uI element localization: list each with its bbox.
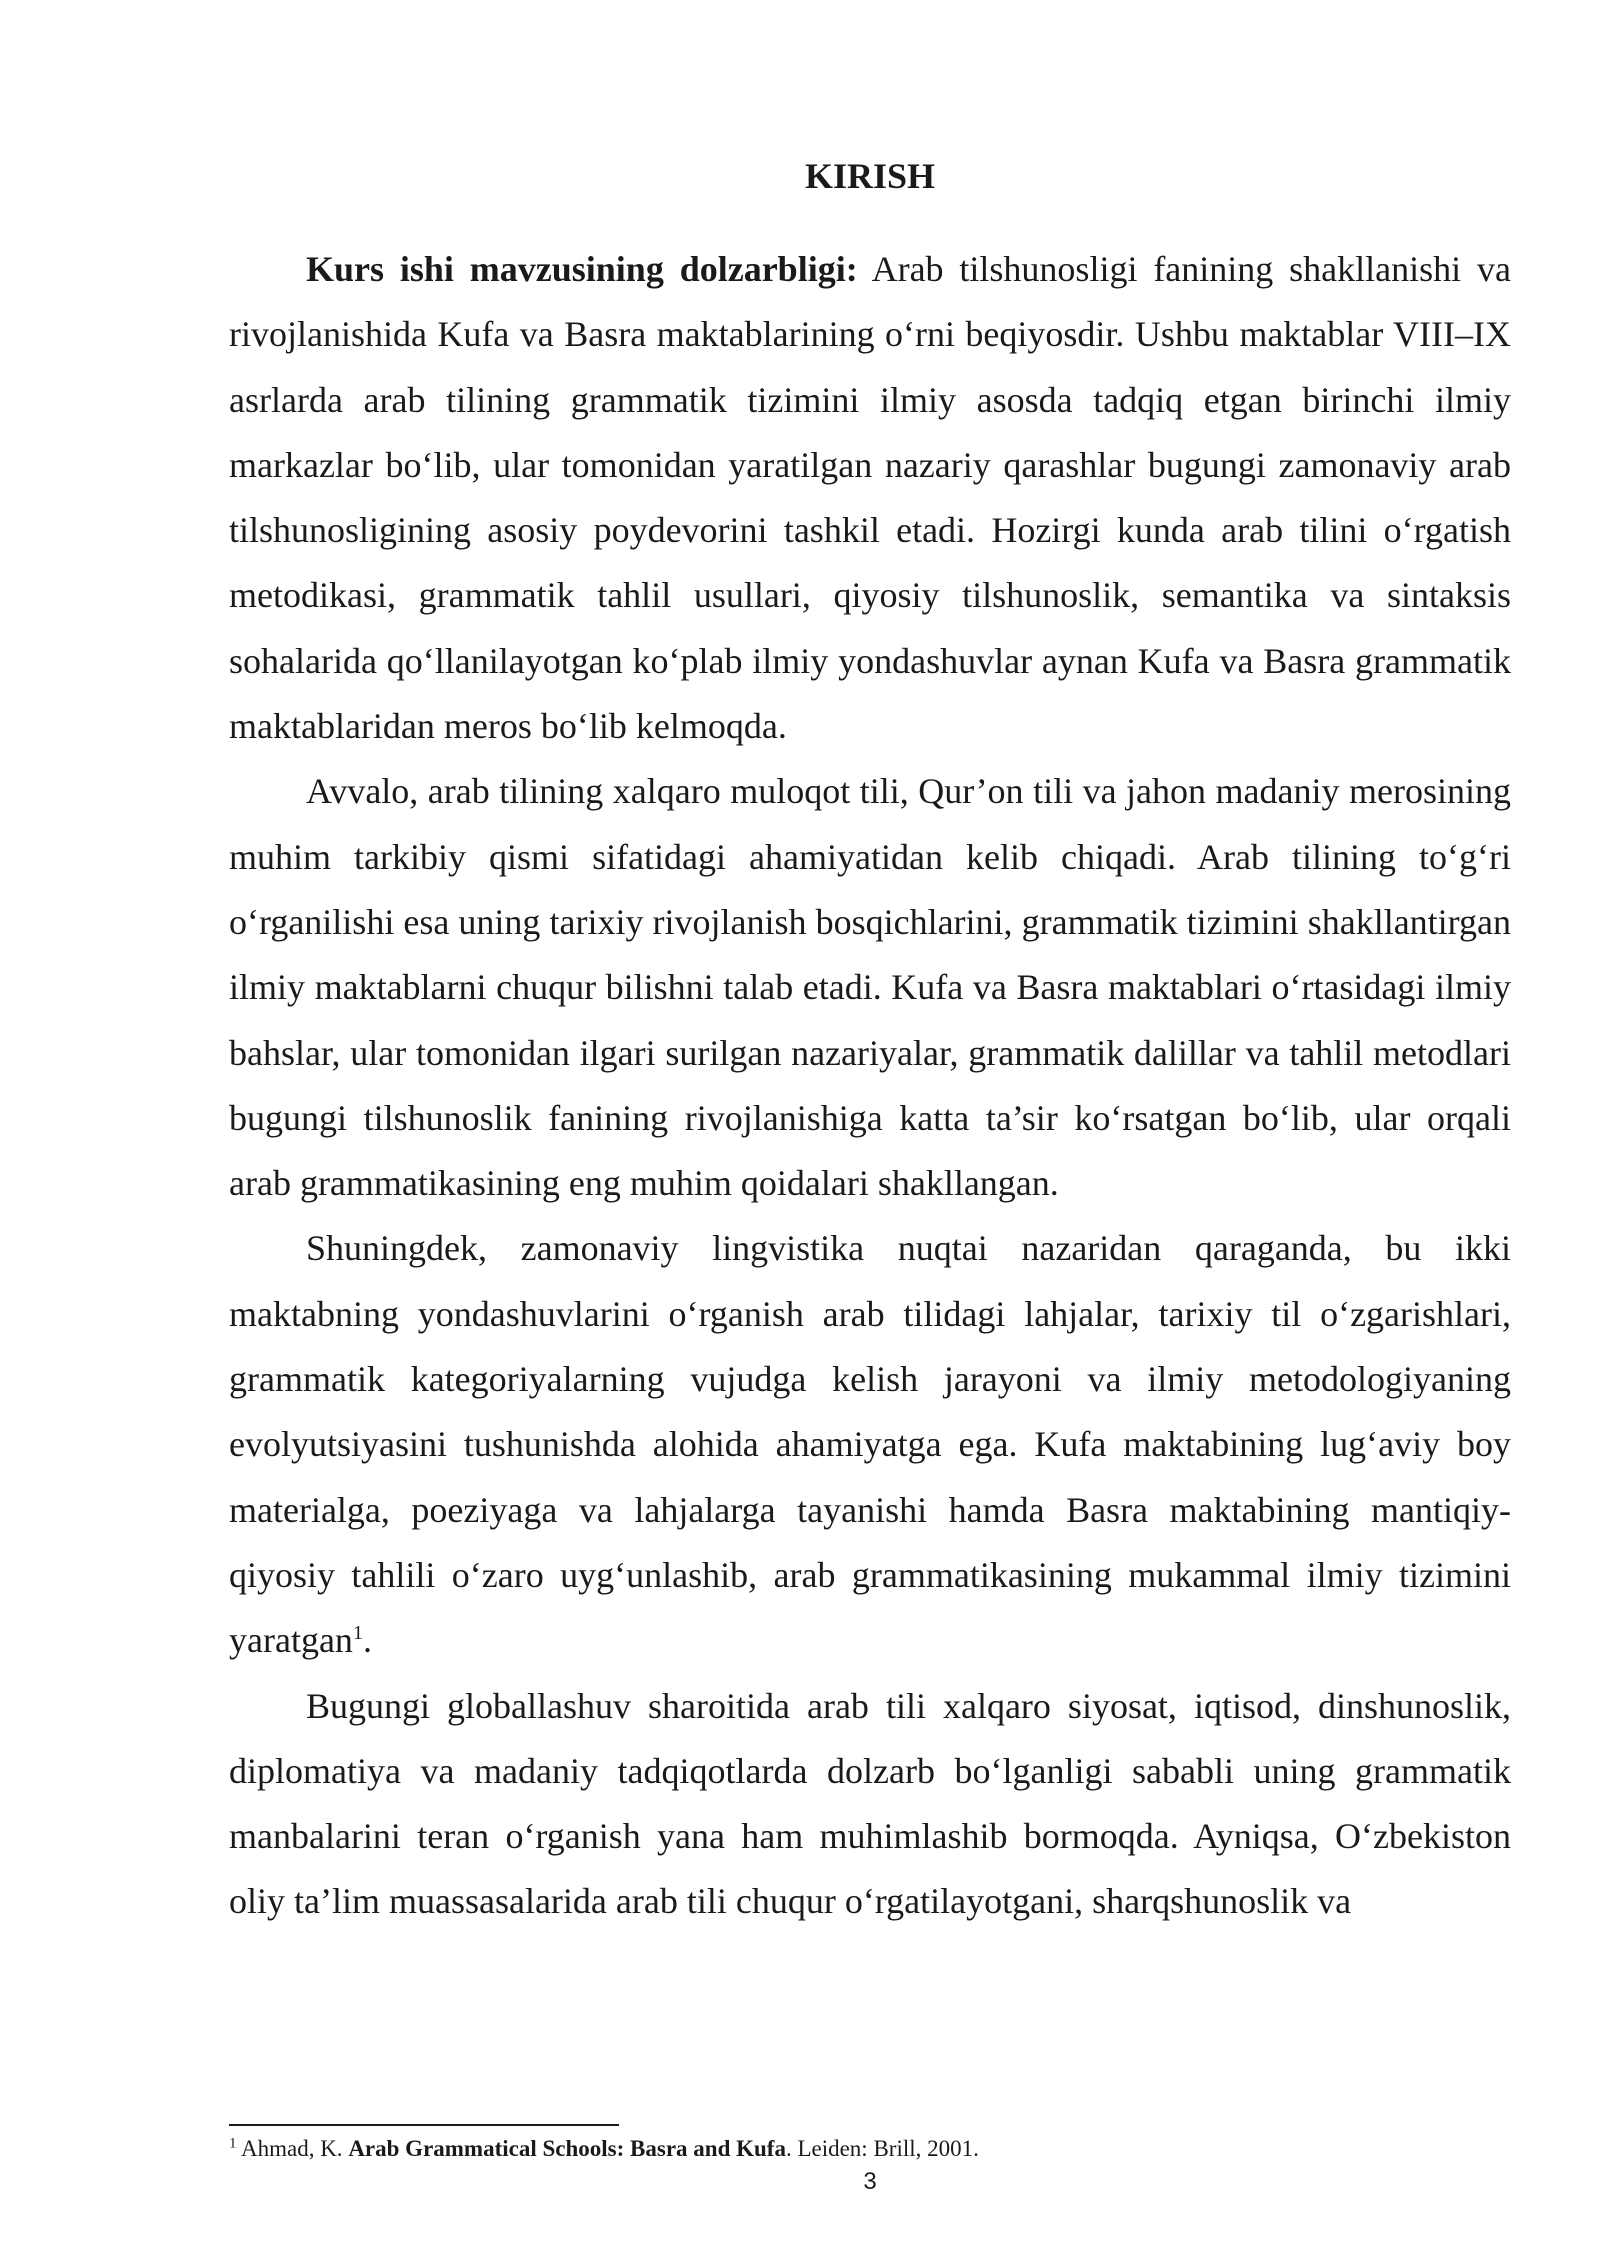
- paragraph-globalization: [229, 1674, 1511, 1935]
- paragraph-importance: [229, 759, 1511, 1216]
- footnote-publisher: . Leiden: Brill, 2001.: [785, 2136, 979, 2161]
- footnote-title: Arab Grammatical Schools: Basra and Kufa: [348, 2136, 786, 2161]
- page-number: 3: [863, 2168, 877, 2195]
- paragraph-linguistics: [229, 1216, 1511, 1673]
- paragraph-text: Arab tilshunosligi fanining shakllanishi va rivojlanishida Kufa va Basra maktablarining o‘rni beqiyosdir. Ushbu maktablar VIII–IX asrlarda arab tilining grammatik tizimini ilmiy asosda tadqiq etgan birinchi ilmiy markazlar bo‘lib, ular tomonidan yaratilgan nazariy qarashlar bugungi zamonaviy arab tilshunosligining asosiy poydevorini tashkil etadi. Hozirgi kunda arab tilini o‘rgatish metodikasi, grammatik tahlil usullari, qiyosiy tilshunoslik, semantika va sintaksis sohalarida qo‘llanilayotgan ko‘plab ilmiy yondashuvlar aynan Kufa va Basra grammatik maktablaridan meros bo‘lib kelmoqda.: [229, 249, 1511, 747]
- section-heading: KIRISH: [804, 156, 936, 196]
- footnote-reference[interactable]: 1: [352, 1622, 363, 1645]
- paragraph-tail: .: [362, 1620, 372, 1661]
- footnote: [229, 2133, 1511, 2165]
- paragraph-lead: Kurs ishi mavzusining dolzarbligi:: [306, 249, 858, 289]
- document-page: [229, 0, 1511, 2262]
- paragraph-text: Bugungi globallashuv sharoitida arab tili xalqaro siyosat, iqtisod, dinshunoslik, diplomatiya va madaniy tadqiqotlarda dolzarb bo‘lganligi sababli uning grammatik manbalarini teran o‘rganish yana ham muhimlashib bormoqda. Ayniqsa, O‘zbekiston oliy ta’lim muassasalarida arab tili chuqur o‘rgatilayotgani, sharqshunoslik va: [229, 1685, 1511, 1922]
- body-text: [229, 237, 1511, 1935]
- footnote-number: 1: [229, 2135, 237, 2152]
- paragraph-text: Avvalo, arab tilining xalqaro muloqot tili, Qur’on tili va jahon madaniy merosining muhim tarkibiy qismi sifatidagi ahamiyatidan kelib chiqadi. Arab tilining to‘g‘ri o‘rganilishi esa uning tarixiy rivojlanish bosqichlarini, grammatik tizimini shakllantirgan ilmiy maktablarni chuqur bilishni talab etadi. Kufa va Basra maktablari o‘rtasidagi ilmiy bahslar, ular tomonidan ilgari surilgan nazariyalar, grammatik dalillar va tahlil metodlari bugungi tilshunoslik fanining rivojlanishiga katta ta’sir ko‘rsatgan bo‘lib, ular orqali arab grammatikasining eng muhim qoidalari shakllangan.: [229, 771, 1511, 1204]
- paragraph-text: Shuningdek, zamonaviy lingvistika nuqtai nazaridan qaraganda, bu ikki maktabning yondashuvlarini o‘rganish arab tilidagi lahjalar, tarixiy til o‘zgarishlari, grammatik kategoriyalarning vujudga kelish jarayoni va ilmiy metodologiyaning evolyutsiyasini tushunishda alohida ahamiyatga ega. Kufa maktabining lug‘aviy boy materialga, poeziyaga va lahjalarga tayanishi hamda Basra maktabining mantiqiy-qiyosiy tahlili o‘zaro uyg‘unlashib, arab grammatikasining mukammal ilmiy tizimini yaratgan: [229, 1228, 1511, 1661]
- footnote-author: Ahmad, K.: [236, 2136, 349, 2161]
- paragraph-relevance: [229, 237, 1511, 759]
- footnote-separator: [229, 2124, 619, 2126]
